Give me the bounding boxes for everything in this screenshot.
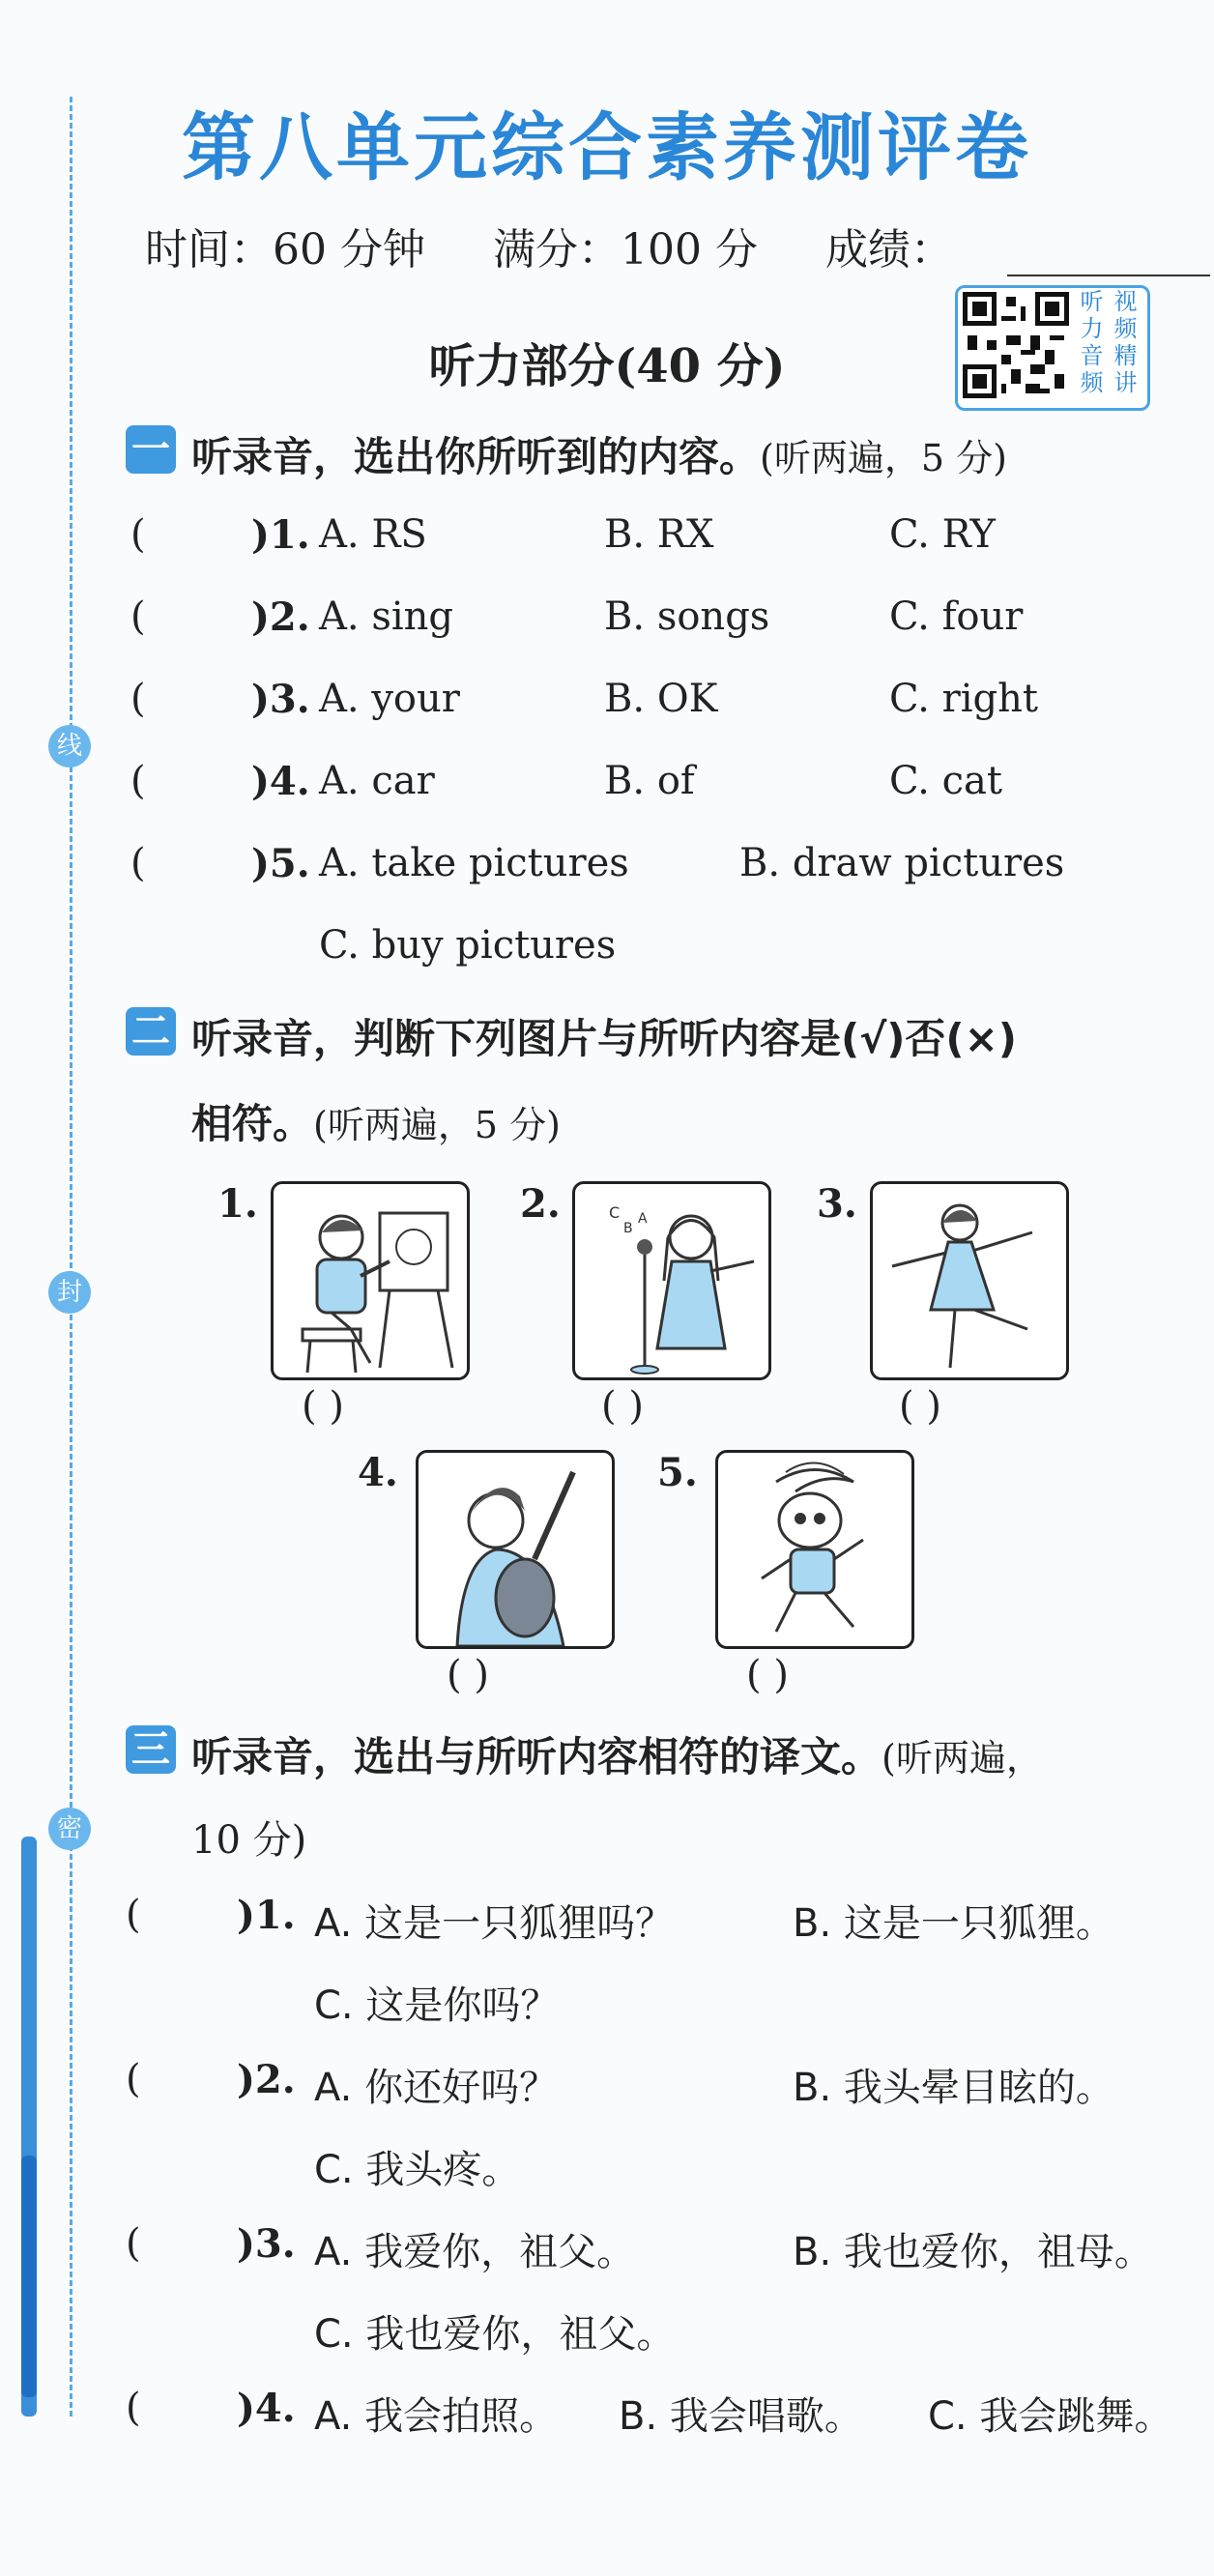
option-c: C. right [889, 677, 1038, 721]
option-c: C. 我头疼。 [314, 2148, 521, 2192]
question-number: )2. [237, 2057, 296, 2102]
picture-girl-pipa [416, 1450, 615, 1649]
question-number: )1. [237, 1893, 296, 1938]
option-b: B. RX [604, 512, 714, 557]
section-3-heading: 听录音，选出与所听内容相符的译文。(听两遍， [191, 1733, 1043, 1780]
picture-number: 5. [657, 1450, 698, 1495]
answer-paren[interactable]: ( [130, 594, 146, 639]
option-a: A. 你还好吗？ [314, 2066, 559, 2110]
picture-boy-painting [271, 1181, 470, 1380]
girl-singing-icon [575, 1184, 768, 1377]
question-number: )4. [251, 759, 310, 804]
exam-meta [145, 215, 1214, 276]
svg-text:B: B [623, 1221, 633, 1236]
option-c: C. four [889, 594, 1024, 639]
option-c: C. 我也爱你，祖父。 [314, 2312, 676, 2357]
option-b: B. of [604, 759, 695, 803]
answer-paren[interactable]: ( [130, 759, 146, 803]
section-2-heading: 听录音，判断下列图片与所听内容是(√)否(×) [191, 1015, 1017, 1062]
question-number: )4. [237, 2386, 296, 2431]
question-number: )3. [251, 677, 310, 722]
qr-caption: 听 视 力 频 音 精 频 讲 [1080, 288, 1138, 396]
section-1-heading: 听录音，选出你所听到的内容。(听两遍，5 分) [191, 433, 1007, 480]
option-a: A. 我会拍照。 [314, 2394, 559, 2439]
grade-blank[interactable] [1007, 230, 1210, 276]
picture-answer-5[interactable]: ( ) [746, 1653, 789, 1697]
svg-text:C: C [609, 1203, 621, 1222]
option-c: C. buy pictures [319, 923, 617, 968]
picture-number: 4. [358, 1450, 398, 1495]
picture-number: 2. [520, 1181, 561, 1227]
svg-text:A: A [638, 1211, 648, 1227]
margin-bar-dark [21, 2156, 37, 2397]
question-number: )1. [251, 512, 310, 558]
picture-answer-1[interactable]: ( ) [302, 1384, 344, 1429]
option-a: A. RS [319, 512, 427, 557]
section-3-points: 10 分) [191, 1818, 307, 1863]
answer-paren[interactable]: ( [126, 1893, 141, 1937]
option-b: B. 我也爱你，祖母。 [793, 2230, 1153, 2274]
full-score: 满分：100 分 [492, 225, 758, 275]
option-b: B. 我头晕目眩的。 [793, 2066, 1114, 2110]
section-badge-3: 三 [126, 1725, 176, 1774]
option-a: A. car [319, 759, 435, 803]
binding-mark-xian: 线 [48, 725, 91, 767]
section-badge-2: 二 [126, 1007, 176, 1056]
cut-line [70, 97, 72, 2417]
option-a: A. 我爱你，祖父。 [314, 2230, 636, 2274]
option-c: C. 这是你吗？ [314, 1983, 560, 2028]
option-b: B. draw pictures [739, 841, 1065, 885]
answer-paren[interactable]: ( [126, 2057, 141, 2101]
time-limit: 时间：60 分钟 [145, 225, 425, 275]
grade-label: 成绩： [824, 225, 953, 275]
question-number: )2. [251, 594, 310, 640]
option-c: C. RY [889, 512, 996, 557]
option-b: B. OK [604, 677, 718, 721]
answer-paren[interactable]: ( [126, 2386, 141, 2430]
picture-dizzy-cartoon [715, 1450, 914, 1649]
answer-paren[interactable]: ( [130, 512, 146, 557]
option-b: B. 这是一只狐狸。 [793, 1901, 1114, 1946]
question-number: )5. [251, 841, 310, 886]
option-a: A. take pictures [319, 841, 629, 885]
binding-mark-mi: 密 [48, 1808, 91, 1850]
section-badge-1: 一 [126, 425, 176, 474]
part-title: 听力部分(40 分) [428, 339, 786, 393]
option-a: A. sing [319, 594, 454, 639]
option-b: B. songs [604, 594, 770, 639]
option-c: C. cat [889, 759, 1002, 803]
picture-girl-dancing [870, 1181, 1069, 1380]
picture-number: 1. [217, 1181, 258, 1227]
page-title: 第八单元综合素养测评卷 [182, 104, 1032, 190]
binding-mark-feng: 封 [48, 1271, 91, 1314]
dizzy-cartoon-icon [718, 1453, 911, 1646]
girl-dancing-icon [873, 1184, 1066, 1377]
question-number: )3. [237, 2221, 296, 2267]
answer-paren[interactable]: ( [126, 2221, 141, 2266]
picture-number: 3. [817, 1181, 857, 1227]
picture-answer-4[interactable]: ( ) [447, 1653, 489, 1697]
answer-paren[interactable]: ( [130, 677, 146, 721]
picture-answer-3[interactable]: ( ) [899, 1384, 941, 1429]
picture-answer-2[interactable]: ( ) [601, 1384, 644, 1429]
option-a: A. 这是一只狐狸吗？ [314, 1901, 675, 1946]
option-a: A. your [319, 677, 460, 721]
girl-pipa-icon [419, 1453, 612, 1646]
option-b: B. 我会唱歌。 [619, 2394, 863, 2439]
answer-paren[interactable]: ( [130, 841, 146, 885]
boy-painting-icon [274, 1184, 467, 1377]
option-c: C. 我会跳舞。 [928, 2394, 1173, 2439]
picture-girl-singing [572, 1181, 771, 1380]
section-2-heading-cont: 相符。(听两遍，5 分) [191, 1100, 561, 1147]
